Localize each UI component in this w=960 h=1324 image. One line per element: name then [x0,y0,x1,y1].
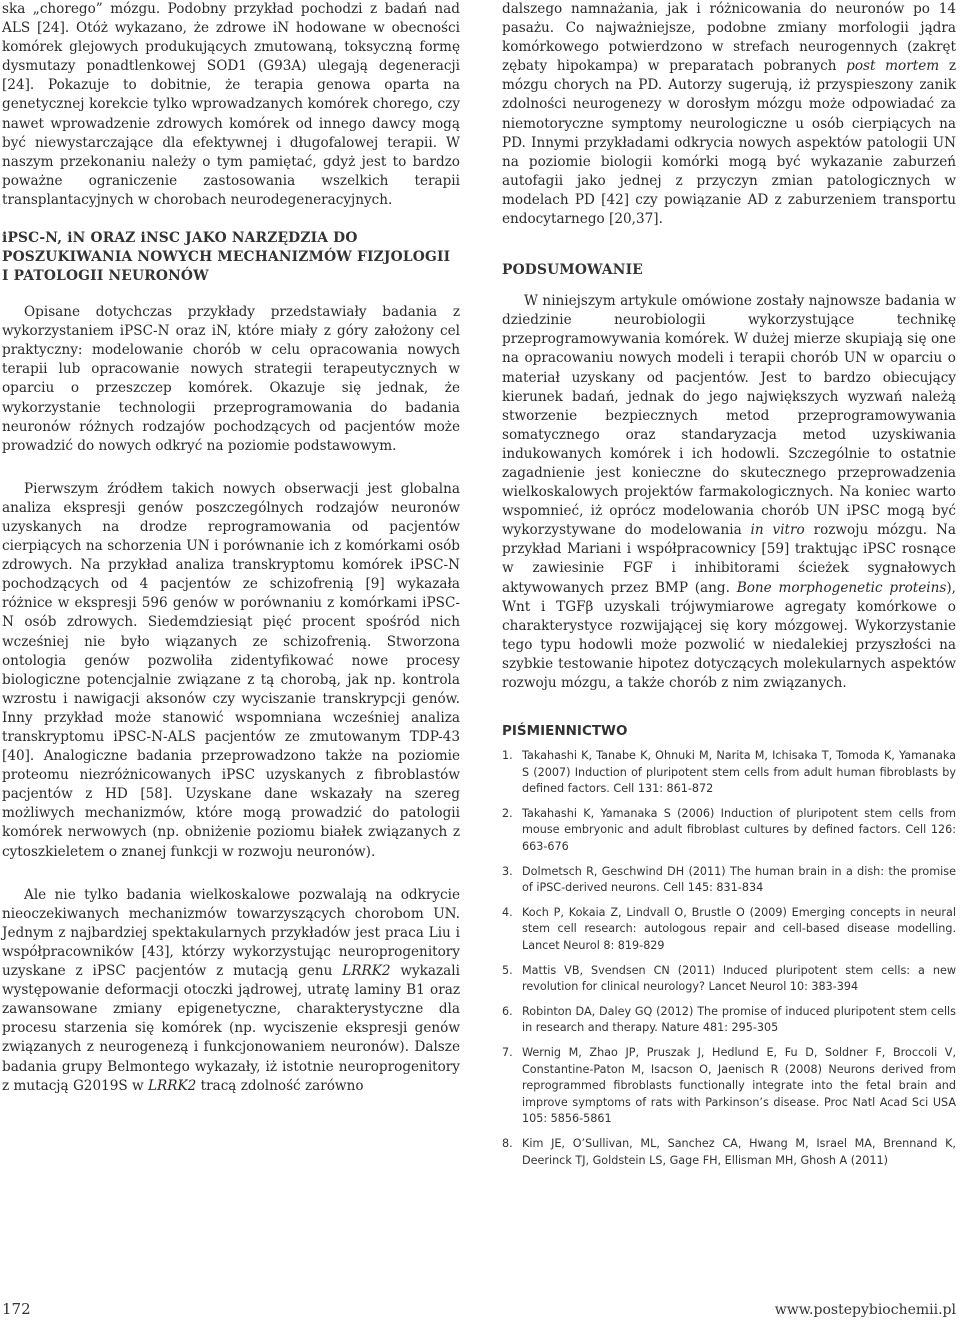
gene-name: LRRK2 [148,1077,197,1094]
reference-number: 6. [502,1004,513,1018]
text-run: Ale nie tylko badania wielkoskalowe pozwalają na odkrycie nieoczekiwanych mechanizmów towarzyszących chorobom UN. Jednym z najbardziej spektakularnych przykładów jest praca Liu i współpracowników [43], którzy wykorzystując neuroprogenitory uzyskane z iPSC pacjentów z mutacją genu [2,886,460,980]
body-paragraph [2,886,460,1096]
body-paragraph: ska „chorego” mózgu. Podobny przykład pochodzi z badań nad ALS [24]. Otóż wykazano, że zdrowe iN hodowane w obecności komórek glejowych produkujących zmutowaną, toksyczną formę dysmutazy ponadtlenkowej SOD1 (G93A) ulegają degeneracji [24]. Pokazuje to dobitnie, że terapia genowa oparta na genetycznej korekcie tylko wprowadzanych komórek chorego, czy nawet wprowadzenie zdrowych komórek od innego dawcy mogą być niewystarczające dla efektywnej i długofalowej terapii. W naszym przekonaniu należy o tym pamiętać, gdyż jest to bardzo poważne ograniczenie zastosowania wszelkich terapii transplantacyjnych w chorobach neurodegeneracyjnych. [2,1,460,208]
left-column [2,0,460,1096]
reference-number: 8. [502,1136,513,1150]
italic-term: Bone morphogenetic proteins [736,579,947,596]
reference-item [502,864,956,897]
reference-item [502,1045,956,1128]
section-heading: iPSC-N, iN ORAZ iNSC JAKO NARZĘDZIA DO POSZUKIWANIA NOWYCH MECHANIZMÓW FIZJOLOGII I PATOLOGII NEURONÓW [2,230,451,285]
reference-text: Takahashi K, Tanabe K, Ohnuki M, Narita M, Ichisaka T, Tomoda K, Yamanaka S (2007) Induction of pluripotent stem cells from adult human fibroblasts by defined factors. Cell 131: 861-872 [522,749,956,796]
reference-item [502,748,956,798]
reference-number: 4. [502,905,513,919]
reference-item [502,1004,956,1037]
right-column [502,0,956,1177]
text-run: z mózgu chorych na PD. Autorzy sugerują, iż przyspieszony zanik zdolności neurogenezy w dorosłym mózgu może odpowiadać za niemotoryczne symptomy neurologiczne u osób cierpiących na PD. Innymi przykładami odkrycia nowych aspektów patologii UN na poziomie biologii komórki mogą być wykazanie zaburzeń autofagii jako jednej z przyczyn zmian patologicznych w modelach PD [42] czy powiązanie AD z zaburzeniem transportu endocytarnego [20,37]. [502,58,956,228]
body-paragraph: Opisane dotychczas przykłady przedstawiały badania z wykorzystaniem iPSC-N oraz iN, które miały z góry założony cel praktyczny: modelowanie chorób w celu opracowania nowych terapii lub opracowanie nowych strategii terapeutycznych w oparciu o przeszczep komórek. Okazuje się jednak, że wykorzystanie technologii przeprogramowania do badania neuronów różnych rodzajów pochodzących od pacjentów może prowadzić do nowych odkryć na poziomie podstawowym. [2,304,460,454]
body-paragraph [502,0,956,229]
reference-item [502,1136,956,1169]
reference-text: Koch P, Kokaia Z, Lindvall O, Brustle O (2009) Emerging concepts in neural stem cell research: autologous repair and cell-based disease modelling. Lancet Neurol 8: 819-829 [522,905,956,953]
body-paragraph [502,292,956,693]
reference-number: 5. [502,963,513,977]
page-number: 172 [2,1300,31,1318]
gene-name: LRRK2 [342,963,391,980]
reference-text: Dolmetsch R, Geschwind DH (2011) The human brain in a dish: the promise of iPSC-derived neurons. Cell 145: 831-834 [522,864,956,895]
reference-item [502,905,956,955]
reference-text: Kim JE, O’Sullivan, ML, Sanchez CA, Hwang M, Israel MA, Brennand K, Deerinck TJ, Goldstein LS, Gage FH, Ellisman MH, Ghosh A (2011) [522,1136,956,1167]
references-list [502,748,956,1169]
reference-text: Robinton DA, Daley GQ (2012) The promise of induced pluripotent stem cells in research and therapy. Nature 481: 295-305 [522,1004,956,1035]
reference-number: 2. [502,806,513,820]
text-run: wykazali występowanie deformacji otoczki jądrowej, utratę laminy B1 oraz zawansowane zmiany epigenetyczne, charakterystyczne dla procesu starzenia się komórek (np. wyciszenie ekspresji genów związanych z neurogenezą i funkcjonowaniem neuronów). Dalsze badania grupy Belmontego wykazały, iż istotnie neuroprogenitory z mutacją G2019S w [2,963,460,1094]
text-run: W niniejszym artykule omówione zostały najnowsze badania w dziedzinie neurobiologii wykorzystujące technikę przeprogramowywania komórek. W dużej mierze skupiają się one na opracowaniu nowych modeli i terapii chorób UN w oparciu o materiał uzyskany od pacjentów. Jest to bardzo obiecujący kierunek badań, jednak do jego największych wyzwań należą stworzenie bezpiecznych metod przeprogramowywania somatycznego oraz standaryzacja metod uzyskiwania indukowanych komórek i ich hodowli. Szczególnie to ostatnie zagadnienie jest konieczne do skutecznego przeprowadzenia wielkoskalowych projektów farmakologicznych. Na koniec warto wspomnieć, iż oprócz modelowania chorób UN iPSC mogą być wykorzystywane do modelowania [502,293,956,539]
reference-item [502,806,956,856]
italic-term: post mortem [846,58,940,75]
reference-number: 7. [502,1046,513,1059]
text-run: dalszego namnażania, jak i różnicowania do neuronów po 14 pasażu. Co najważniejsze, podobne zmiany morfologii jądra komórkowego potwierdzono w strefach neurogennych (zakręt zębaty hipokampa) w preparatach pobranych [502,1,956,75]
reference-number: 1. [502,749,513,763]
references-heading: PIŚMIENNICTWO [502,723,628,740]
italic-term: in vitro [750,522,805,539]
website-url: www.postepybiochemii.pl [774,1302,956,1318]
text-run: ), Wnt i TGFβ uzyskali trójwymiarowe agregaty komórkowe o charakterystyce rozwijającej się kory mózgowej. Wykorzystanie tego typu hodowli może pozwolić w niedalekiej przyszłości na szybkie testowanie hipotez dotyczących molekularnych aspektów rozwoju mózgu, a także chorób z nim związanych. [502,579,956,691]
reference-text: Wernig M, Zhao JP, Pruszak J, Hedlund E, Fu D, Soldner F, Broccoli V, Constantine-Paton M, Isacson O, Jaenisch R (2008) Neurons derived from reprogrammed fibroblasts functionally integrate into the fetal brain and improve symptoms of rats with Parkinson’s disease. Proc Natl Acad Sci USA 105: 5856-5861 [522,1046,956,1126]
section-heading: PODSUMOWANIE [502,262,643,279]
reference-text: Takahashi K, Yamanaka S (2006) Induction of pluripotent stem cells from mouse embryonic and adult fibroblast cultures by defined factors. Cell 126: 663-676 [522,806,956,854]
reference-number: 3. [502,864,513,878]
reference-text: Mattis VB, Svendsen CN (2011) Induced pluripotent stem cells: a new revolution for clinical neurology? Lancet Neurol 10: 383-394 [522,963,956,994]
text-run: rozwoju mózgu. Na przykład Mariani i współpracownicy [59] traktując iPSC rosnące w zawiesinie FGF i inhibitorami ścieżek sygnałowych aktywowanych przez BMP (ang. [502,522,956,596]
text-run: tracą zdolność zarówno [196,1077,364,1094]
reference-item [502,963,956,996]
body-paragraph: Pierwszym źródłem takich nowych obserwacji jest globalna analiza ekspresji genów poszczególnych rodzajów neuronów uzyskanych na drodze reprogramowania od pacjentów cierpiących na schorzenia UN i porównanie ich z komórkami osób zdrowych. Na przykład analiza transkryptomu komórek iPSC-N pochodzących od 4 pacjentów ze schizofrenią [9] wykazała różnice w ekspresji 596 genów w porównaniu z komórkami iPSC-N osób zdrowych. Siedemdziesiąt pięć procent spośród nich wcześniej nie było wiązanych ze schizofrenią. Stworzona ontologia genów pozwoliła zidentyfikować nowe procesy biologiczne potencjalnie związane z tą chorobą, jak np. kontrola wzrostu i nawigacji aksonów czy wyciszanie transkrypcji genów. Inny przykład może stanowić wspomniana wcześniej analiza transkryptomu iPSC-N-ALS pacjentów ze zmutowanym TDP-43 [40]. Analogiczne badania przeprowadzono także na poziomie proteomu niezróżnicowanych iPSC uzyskanych z fibroblastów pacjentów z HD [58]. Uzyskane dane wskazały na szereg możliwych mechanizmów, które mogą prowadzić do patologii komórek nerwowych (np. obniżenie poziomu białek związanych z cytoszkieletem o znanej funkcji w rozwoju neuronów). [2,480,460,860]
